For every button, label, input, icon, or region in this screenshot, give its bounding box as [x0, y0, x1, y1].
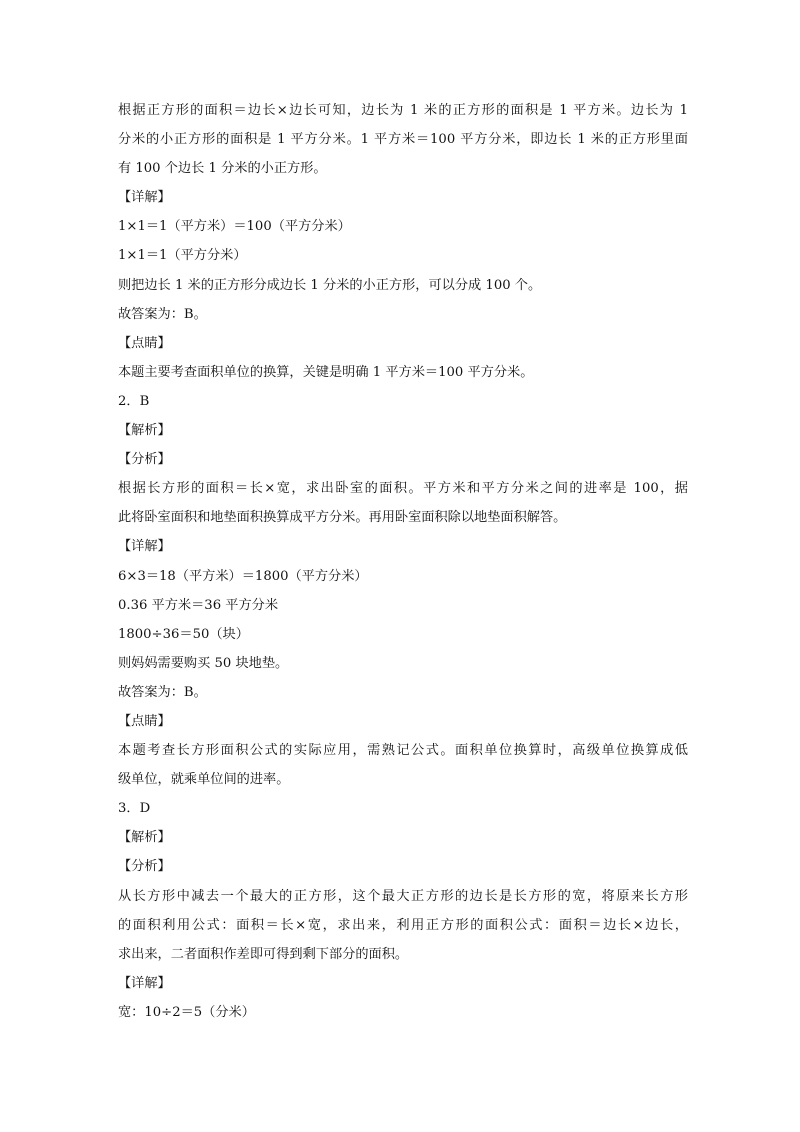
text-line: 的面积利用公式：面积＝长×宽，求出来，利用正方形的面积公式：面积＝边长×边长，: [118, 917, 688, 933]
text-line: 本题主要考查面积单位的换算，关键是明确 1 平方米＝100 平方分米。: [118, 364, 534, 380]
section-heading: 【点睛】: [118, 713, 171, 729]
section-heading: 【详解】: [118, 975, 171, 991]
section-heading: 【解析】: [118, 423, 171, 439]
text-line: 根据长方形的面积＝长×宽，求出卧室的面积。平方米和平方分米之间的进率是 100，据: [118, 481, 688, 497]
section-heading: 【详解】: [118, 190, 171, 206]
text-line: 本题考查长方形面积公式的实际应用，需熟记公式。面积单位换算时，高级单位换算成低: [118, 743, 688, 759]
text-line: 1×1＝1（平方分米）: [118, 248, 247, 264]
section-heading: 【点睛】: [118, 335, 171, 351]
text-line: 根据正方形的面积＝边长×边长可知，边长为 1 米的正方形的面积是 1 平方米。边长为 1: [118, 103, 688, 118]
solution-text: [118, 96, 688, 1027]
question-number: 3．D: [118, 801, 151, 817]
text-line: 则把边长 1 米的正方形分成边长 1 分米的小正方形，可以分成 100 个。: [118, 277, 542, 293]
text-line: 1800÷36＝50（块）: [118, 626, 249, 642]
answer-line: 故答案为：B。: [118, 306, 207, 322]
text-line: 级单位，就乘单位间的进率。: [118, 772, 290, 788]
text-line: 从长方形中减去一个最大的正方形，这个最大正方形的边长是长方形的宽，将原来长方形: [118, 888, 688, 904]
text-line: 则妈妈需要购买 50 块地垫。: [118, 655, 289, 671]
section-heading: 【分析】: [118, 859, 171, 875]
section-heading: 【分析】: [118, 452, 171, 468]
text-line: 求出来，二者面积作差即可得到剩下部分的面积。: [118, 946, 409, 962]
question-number: 2．B: [118, 393, 150, 409]
text-line: 6×3＝18（平方米）＝1800（平方分米）: [118, 568, 368, 584]
text-line: 宽：10÷2＝5（分米）: [118, 1004, 255, 1020]
text-line: 0.36 平方米＝36 平方分米: [118, 597, 279, 613]
text-line: 1×1＝1（平方米）＝100（平方分米）: [118, 219, 351, 235]
section-heading: 【解析】: [118, 830, 171, 846]
answer-line: 故答案为：B。: [118, 684, 207, 700]
text-line: 有 100 个边长 1 分米的小正方形。: [118, 161, 327, 177]
text-line: 此将卧室面积和地垫面积换算成平方分米。再用卧室面积除以地垫面积解答。: [118, 510, 567, 526]
text-line: 分米的小正方形的面积是 1 平方分米。1 平方米＝100 平方分米，即边长 1 米的正方形里面: [118, 132, 688, 148]
section-heading: 【详解】: [118, 539, 171, 555]
